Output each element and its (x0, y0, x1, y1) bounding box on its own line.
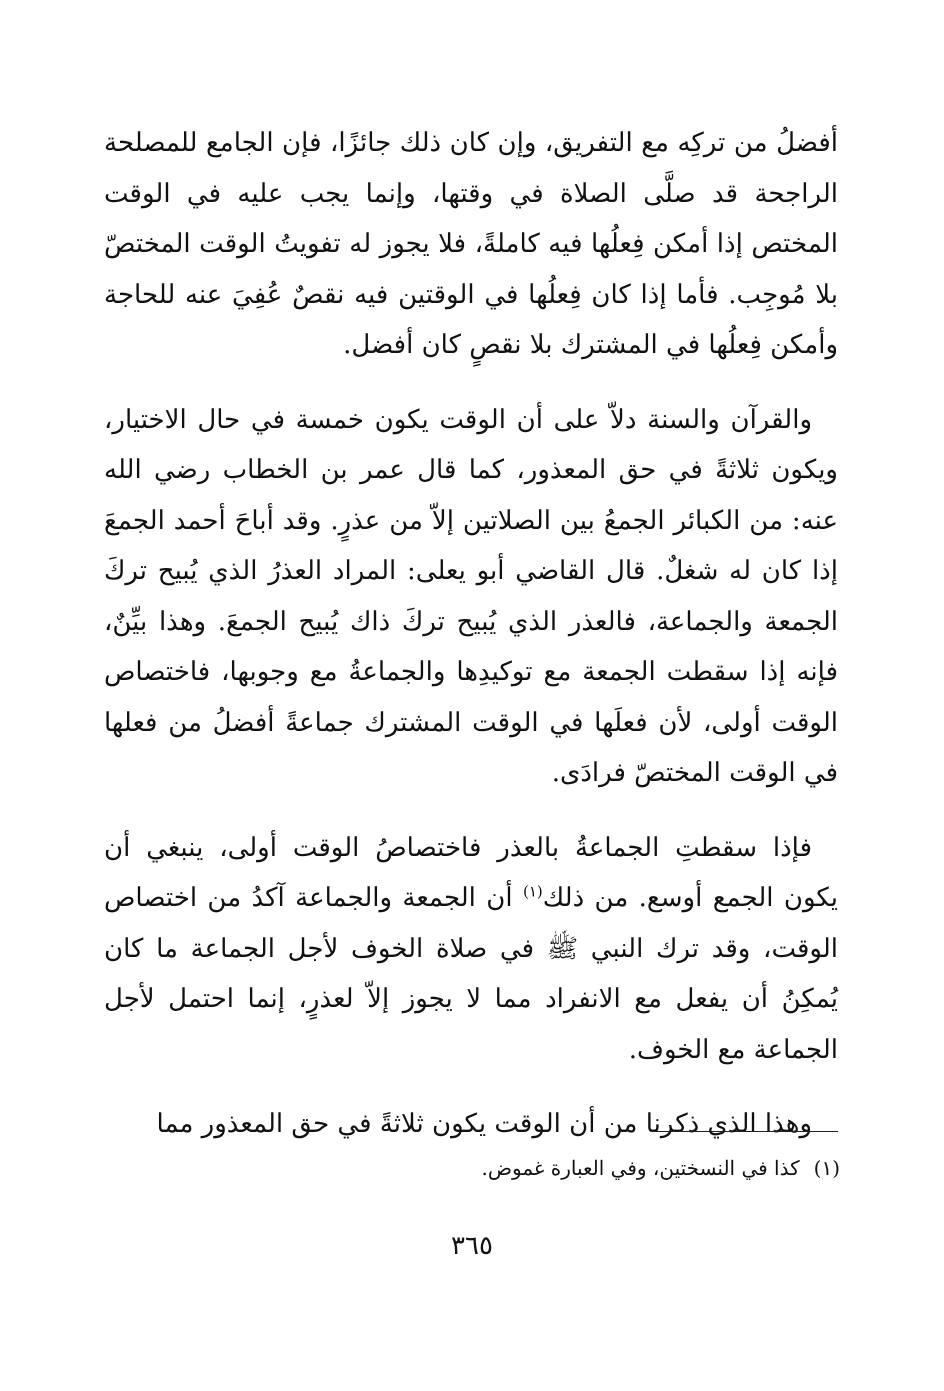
page-body (104, 118, 838, 1150)
footnote-text: كذا في النسختين، وفي العبارة غموض. (481, 1156, 800, 1180)
paragraph-4: وهذا الذي ذكرنا من أن الوقت يكون ثلاثةً في حق المعذور مما (156, 1109, 812, 1139)
footnote-reference[interactable]: (١) (522, 882, 543, 901)
paragraph-3-text-after-ref: أن الجمعة والجماعة آكدُ من اختصاص الوقت، وقد ترك النبي ﷺ في صلاة الخوف لأجل الجماعة ما كان يُمكِنُ أن يفعل مع الانفراد مما لا يجوز إلاّ لعذرٍ، إنما احتمل لأجل الجماعة مع الخوف. (104, 883, 838, 1065)
footnote-number: (١) (813, 1156, 840, 1180)
footnote (482, 1150, 841, 1186)
footnote-divider (652, 1131, 838, 1132)
paragraph-2: والقرآن والسنة دلاّ على أن الوقت يكون خمسة في حال الاختيار، ويكون ثلاثةً في حق المعذور، كما قال عمر بن الخطاب رضي الله عنه: من الكبائر الجمعُ بين الصلاتين إلاّ من عذرٍ. وقد أباحَ أحمد الجمعَ إذا كان له شغلٌ. قال القاضي أبو يعلى: المراد العذرُ الذي يُبيح تركَ الجمعة والجماعة، فالعذر الذي يُبيح تركَ ذاك يُبيح الجمعَ. وهذا بيِّنٌ، فإنه إذا سقطت الجمعة مع توكيدِها والجماعةُ مع وجوبها، فاختصاص الوقت أولى، لأن فعلَها في الوقت المشترك جماعةً أفضلُ من فعلها في الوقت المختصّ فرادَى. (104, 404, 838, 788)
paragraph-1: أفضلُ من تركِه مع التفريق، وإن كان ذلك جائزًا، فإن الجامع للمصلحة الراجحة قد صلَّى الصلاة في وقتها، وإنما يجب عليه في الوقت المختص إذا أمكن فِعلُها فيه كاملةً، فلا يجوز له تفويتُ الوقت المختصّ بلا مُوجِب. فأما إذا كان فِعلُها في الوقتين فيه نقصٌ عُفِيَ عنه للحاجة وأمكن فِعلُها في المشترك بلا نقصٍ كان أفضل. (104, 128, 838, 360)
paragraph-3 (104, 823, 838, 1076)
page-number: ٣٦٥ (451, 1231, 493, 1261)
paragraph-3-text-before-ref: فإذا سقطتِ الجماعةُ بالعذر فاختصاصُ الوقت أولى، ينبغي أن يكون الجمع أوسع. من ذلك (104, 832, 838, 913)
